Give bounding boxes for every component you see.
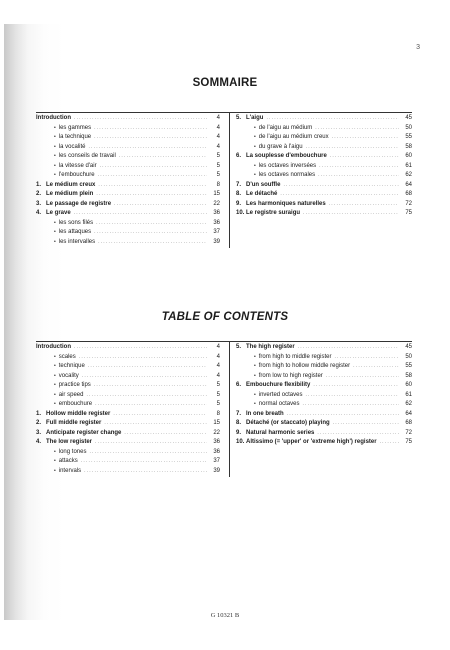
- dot-leader: [318, 171, 399, 181]
- entry-label: • les gammes: [36, 124, 91, 134]
- dot-leader: [280, 190, 399, 200]
- entry-page: 4: [216, 134, 220, 140]
- sommaire-title: SOMMAIRE: [192, 77, 258, 89]
- toc-entry: [36, 190, 220, 200]
- entry-page: 36: [213, 210, 220, 216]
- entry-label: The low register: [46, 439, 93, 445]
- entry-label: Anticipate register change: [46, 429, 122, 436]
- entry-label: • embouchure: [36, 400, 92, 410]
- toc-entry: [36, 419, 220, 429]
- toc-entry: [236, 438, 412, 448]
- dot-leader: [114, 200, 207, 210]
- toc-subentry: [236, 124, 412, 134]
- dot-leader: [334, 353, 399, 363]
- dot-leader: [86, 391, 207, 401]
- entry-label: • les intervalles: [36, 238, 95, 248]
- dot-leader: [98, 238, 207, 248]
- entry-page: 39: [213, 467, 220, 474]
- entry-page: 36: [213, 439, 220, 445]
- entry-label: • air speed: [36, 391, 83, 401]
- entry-page: 72: [405, 429, 412, 436]
- entry-page: 58: [405, 143, 412, 150]
- entry-label: • vocality: [36, 372, 79, 382]
- entry-label: La souplesse d'embouchure: [246, 153, 327, 159]
- dot-leader: [98, 181, 207, 191]
- entry-page: 64: [405, 410, 412, 417]
- toc-entry: [36, 438, 220, 448]
- toc-entry: [36, 181, 220, 191]
- entry-page: 4: [216, 363, 220, 369]
- entry-page: 68: [405, 191, 412, 197]
- toc-entry: [236, 114, 412, 124]
- dot-leader: [298, 343, 399, 353]
- toc-subentry: [36, 162, 220, 172]
- entry-page: 36: [213, 448, 220, 455]
- entry-page: 58: [405, 372, 412, 379]
- toc-subentry: [36, 143, 220, 153]
- entry-label: Le médium plein: [46, 191, 94, 197]
- entry-number: 7.: [236, 181, 242, 188]
- entry-label: • scales: [36, 353, 76, 363]
- dot-leader: [88, 143, 207, 153]
- entry-label: • les octaves inversées: [236, 162, 316, 172]
- sommaire-left-column: [36, 114, 220, 247]
- dot-leader: [119, 152, 207, 162]
- entry-number: 3.: [36, 429, 42, 436]
- toc-subentry: [236, 353, 412, 363]
- entry-label: Full middle register: [46, 420, 102, 426]
- entry-page: 5: [216, 162, 220, 169]
- sommaire-right-column: [229, 112, 412, 248]
- toc-entry: [236, 343, 412, 353]
- entry-page: 60: [405, 382, 412, 388]
- entry-number: 3.: [36, 200, 42, 207]
- toc-entry: [236, 410, 412, 420]
- toc-subentry: [36, 228, 220, 238]
- dot-leader: [94, 124, 207, 134]
- toc-entry: [236, 419, 412, 429]
- toc-subentry: [36, 124, 220, 134]
- entry-page: 4: [216, 115, 220, 121]
- entry-page: 68: [405, 420, 412, 426]
- toc-subentry: [236, 143, 412, 153]
- dot-leader: [306, 143, 399, 153]
- sommaire-table: [36, 112, 412, 272]
- entry-label: • normal octaves: [236, 400, 299, 410]
- entry-page: 4: [216, 143, 220, 150]
- entry-page: 5: [216, 382, 220, 388]
- entry-page: 5: [216, 391, 220, 398]
- entry-label: The high register: [246, 344, 295, 350]
- entry-label: • la vocalité: [36, 143, 85, 153]
- entry-label: Le détaché: [246, 191, 278, 197]
- dot-leader: [124, 429, 207, 439]
- dot-leader: [89, 448, 207, 458]
- entry-label: • les conseils de travail: [36, 152, 116, 162]
- table-of-contents: [36, 341, 412, 501]
- dot-leader: [326, 372, 399, 382]
- entry-label: Embouchure flexibility: [246, 382, 311, 388]
- entry-label: Le grave: [46, 210, 71, 216]
- entry-page: 50: [405, 124, 412, 131]
- entry-label: • inverted octaves: [236, 391, 302, 401]
- toc-subentry: [36, 400, 220, 410]
- publisher-code: G 10321 B: [210, 612, 240, 619]
- dot-leader: [94, 133, 207, 143]
- toc-subentry: [36, 381, 220, 391]
- dot-leader: [113, 410, 207, 420]
- entry-label: • la technique: [36, 133, 91, 143]
- toc-title: TABLE OF CONTENTS: [161, 311, 289, 323]
- toc-subentry: [36, 353, 220, 363]
- entry-number: 2.: [36, 191, 42, 197]
- entry-label: • de l'aigu au médium creux: [236, 133, 329, 143]
- dot-leader: [96, 219, 207, 229]
- entry-label: • les octaves normales: [236, 171, 315, 181]
- toc-entry: [36, 429, 220, 439]
- entry-number: 9.: [236, 200, 242, 207]
- entry-page: 50: [405, 353, 412, 360]
- entry-label: Introduction: [36, 115, 71, 121]
- dot-leader: [95, 400, 207, 410]
- entry-label: • from high to hollow middle register: [236, 362, 350, 372]
- entry-label: Altissimo (= 'upper' or 'extreme high') register: [246, 439, 377, 445]
- entry-page: 4: [216, 372, 220, 379]
- dot-leader: [287, 410, 399, 420]
- toc-subentry: [36, 457, 220, 467]
- dot-leader: [302, 400, 399, 410]
- entry-page: 75: [405, 210, 412, 216]
- toc-subentry: [236, 391, 412, 401]
- dot-leader: [82, 372, 207, 382]
- entry-number: 10.: [236, 439, 245, 445]
- entry-number: 5.: [236, 344, 242, 350]
- toc-subentry: [36, 391, 220, 401]
- entry-page: 5: [216, 401, 220, 407]
- entry-number: 5.: [236, 115, 242, 121]
- dot-leader: [94, 381, 207, 391]
- toc-subentry: [236, 400, 412, 410]
- dot-leader: [95, 438, 207, 448]
- toc-entry: [36, 343, 220, 353]
- entry-label: • de l'aigu au médium: [236, 124, 312, 134]
- toc-entry: [236, 429, 412, 439]
- entry-number: 4.: [36, 210, 42, 216]
- entry-page: 22: [213, 429, 220, 436]
- entry-label: Le registre suraigu: [246, 210, 301, 216]
- toc-entry: [236, 181, 412, 191]
- toc-entry: [236, 152, 412, 162]
- toc-subentry: [36, 133, 220, 143]
- toc-subentry: [36, 152, 220, 162]
- dot-leader: [74, 114, 207, 124]
- entry-page: 72: [405, 200, 412, 207]
- entry-page: 61: [405, 162, 412, 169]
- toc-subentry: [36, 238, 220, 248]
- dot-leader: [329, 200, 399, 210]
- dot-leader: [315, 124, 399, 134]
- toc-subentry: [36, 448, 220, 458]
- entry-page: 4: [216, 344, 220, 350]
- toc-right-column: [229, 341, 412, 477]
- dot-leader: [332, 133, 399, 143]
- entry-page: 4: [216, 124, 220, 131]
- toc-subentry: [36, 362, 220, 372]
- entry-number: 6.: [236, 153, 242, 159]
- entry-page: 45: [405, 115, 412, 121]
- entry-number: 9.: [236, 429, 242, 436]
- toc-subentry: [236, 362, 412, 372]
- entry-number: 8.: [236, 420, 242, 426]
- entry-page: 4: [216, 353, 220, 360]
- dot-leader: [319, 162, 399, 172]
- entry-page: 37: [213, 229, 220, 235]
- entry-page: 5: [216, 172, 220, 178]
- entry-label: • technique: [36, 362, 85, 372]
- dot-leader: [353, 362, 399, 372]
- entry-label: • from low to high register: [236, 372, 323, 382]
- toc-entry: [236, 200, 412, 210]
- entry-label: In one breath: [246, 410, 284, 417]
- entry-label: Introduction: [36, 344, 71, 350]
- entry-label: Le passage de registre: [46, 200, 112, 207]
- entry-page: 5: [216, 153, 220, 159]
- toc-left-column: [36, 343, 220, 476]
- entry-label: • la vitesse d'air: [36, 162, 97, 172]
- toc-subentry: [36, 372, 220, 382]
- entry-number: 8.: [236, 191, 242, 197]
- entry-page: 60: [405, 153, 412, 159]
- entry-page: 62: [405, 172, 412, 178]
- entry-label: Natural harmonic series: [246, 429, 315, 436]
- entry-page: 64: [405, 181, 412, 188]
- dot-leader: [74, 343, 207, 353]
- dot-leader: [283, 181, 399, 191]
- dot-leader: [104, 419, 207, 429]
- entry-page: 55: [405, 134, 412, 140]
- dot-leader: [74, 209, 207, 219]
- toc-subentry: [36, 171, 220, 181]
- toc-subentry: [236, 372, 412, 382]
- entry-number: 2.: [36, 420, 42, 426]
- entry-number: 6.: [236, 382, 242, 388]
- dot-leader: [88, 362, 207, 372]
- entry-label: Hollow middle register: [46, 410, 111, 417]
- entry-page: 15: [213, 191, 220, 197]
- dot-leader: [380, 438, 399, 448]
- entry-label: • practice tips: [36, 381, 91, 391]
- dot-leader: [313, 381, 399, 391]
- entry-label: • long tones: [36, 448, 86, 458]
- toc-entry: [36, 114, 220, 124]
- toc-subentry: [36, 467, 220, 477]
- entry-number: 1.: [36, 181, 42, 188]
- entry-page: 61: [405, 391, 412, 398]
- dot-leader: [79, 353, 207, 363]
- dot-leader: [81, 457, 207, 467]
- entry-page: 45: [405, 344, 412, 350]
- entry-label: Détaché (or staccato) playing: [246, 420, 330, 426]
- entry-label: • l'embouchure: [36, 171, 95, 181]
- entry-label: • les sons filés: [36, 219, 93, 229]
- toc-subentry: [236, 133, 412, 143]
- entry-label: Le médium creux: [46, 181, 96, 188]
- entry-page: 8: [216, 410, 220, 417]
- entry-page: 36: [213, 219, 220, 226]
- entry-page: 8: [216, 181, 220, 188]
- dot-leader: [100, 162, 207, 172]
- entry-label: • from high to middle register: [236, 353, 331, 363]
- entry-number: 4.: [36, 439, 42, 445]
- dot-leader: [96, 190, 207, 200]
- entry-label: • attacks: [36, 457, 78, 467]
- entry-label: • les attaques: [36, 228, 91, 238]
- toc-subentry: [36, 219, 220, 229]
- page-number: 3: [416, 44, 420, 51]
- entry-label: L'aigu: [246, 115, 264, 121]
- dot-leader: [330, 152, 399, 162]
- toc-entry: [36, 209, 220, 219]
- dot-leader: [303, 209, 399, 219]
- entry-label: • du grave à l'aigu: [236, 143, 303, 153]
- dot-leader: [305, 391, 399, 401]
- entry-page: 39: [213, 238, 220, 245]
- toc-entry: [36, 200, 220, 210]
- toc-entry: [236, 381, 412, 391]
- entry-number: 1.: [36, 410, 42, 417]
- dot-leader: [94, 228, 207, 238]
- entry-number: 10.: [236, 210, 245, 216]
- toc-subentry: [236, 162, 412, 172]
- entry-page: 55: [405, 363, 412, 369]
- dot-leader: [317, 429, 399, 439]
- entry-page: 22: [213, 200, 220, 207]
- toc-entry: [236, 209, 412, 219]
- toc-subentry: [236, 171, 412, 181]
- dot-leader: [266, 114, 399, 124]
- entry-label: D'un souffle: [246, 181, 281, 188]
- toc-entry: [236, 190, 412, 200]
- entry-page: 37: [213, 458, 220, 464]
- entry-number: 7.: [236, 410, 242, 417]
- dot-leader: [84, 467, 207, 477]
- toc-entry: [36, 410, 220, 420]
- entry-page: 75: [405, 439, 412, 445]
- entry-page: 15: [213, 420, 220, 426]
- dot-leader: [98, 171, 207, 181]
- entry-label: • intervals: [36, 467, 81, 477]
- entry-page: 62: [405, 401, 412, 407]
- dot-leader: [333, 419, 399, 429]
- entry-label: Les harmoniques naturelles: [246, 200, 326, 207]
